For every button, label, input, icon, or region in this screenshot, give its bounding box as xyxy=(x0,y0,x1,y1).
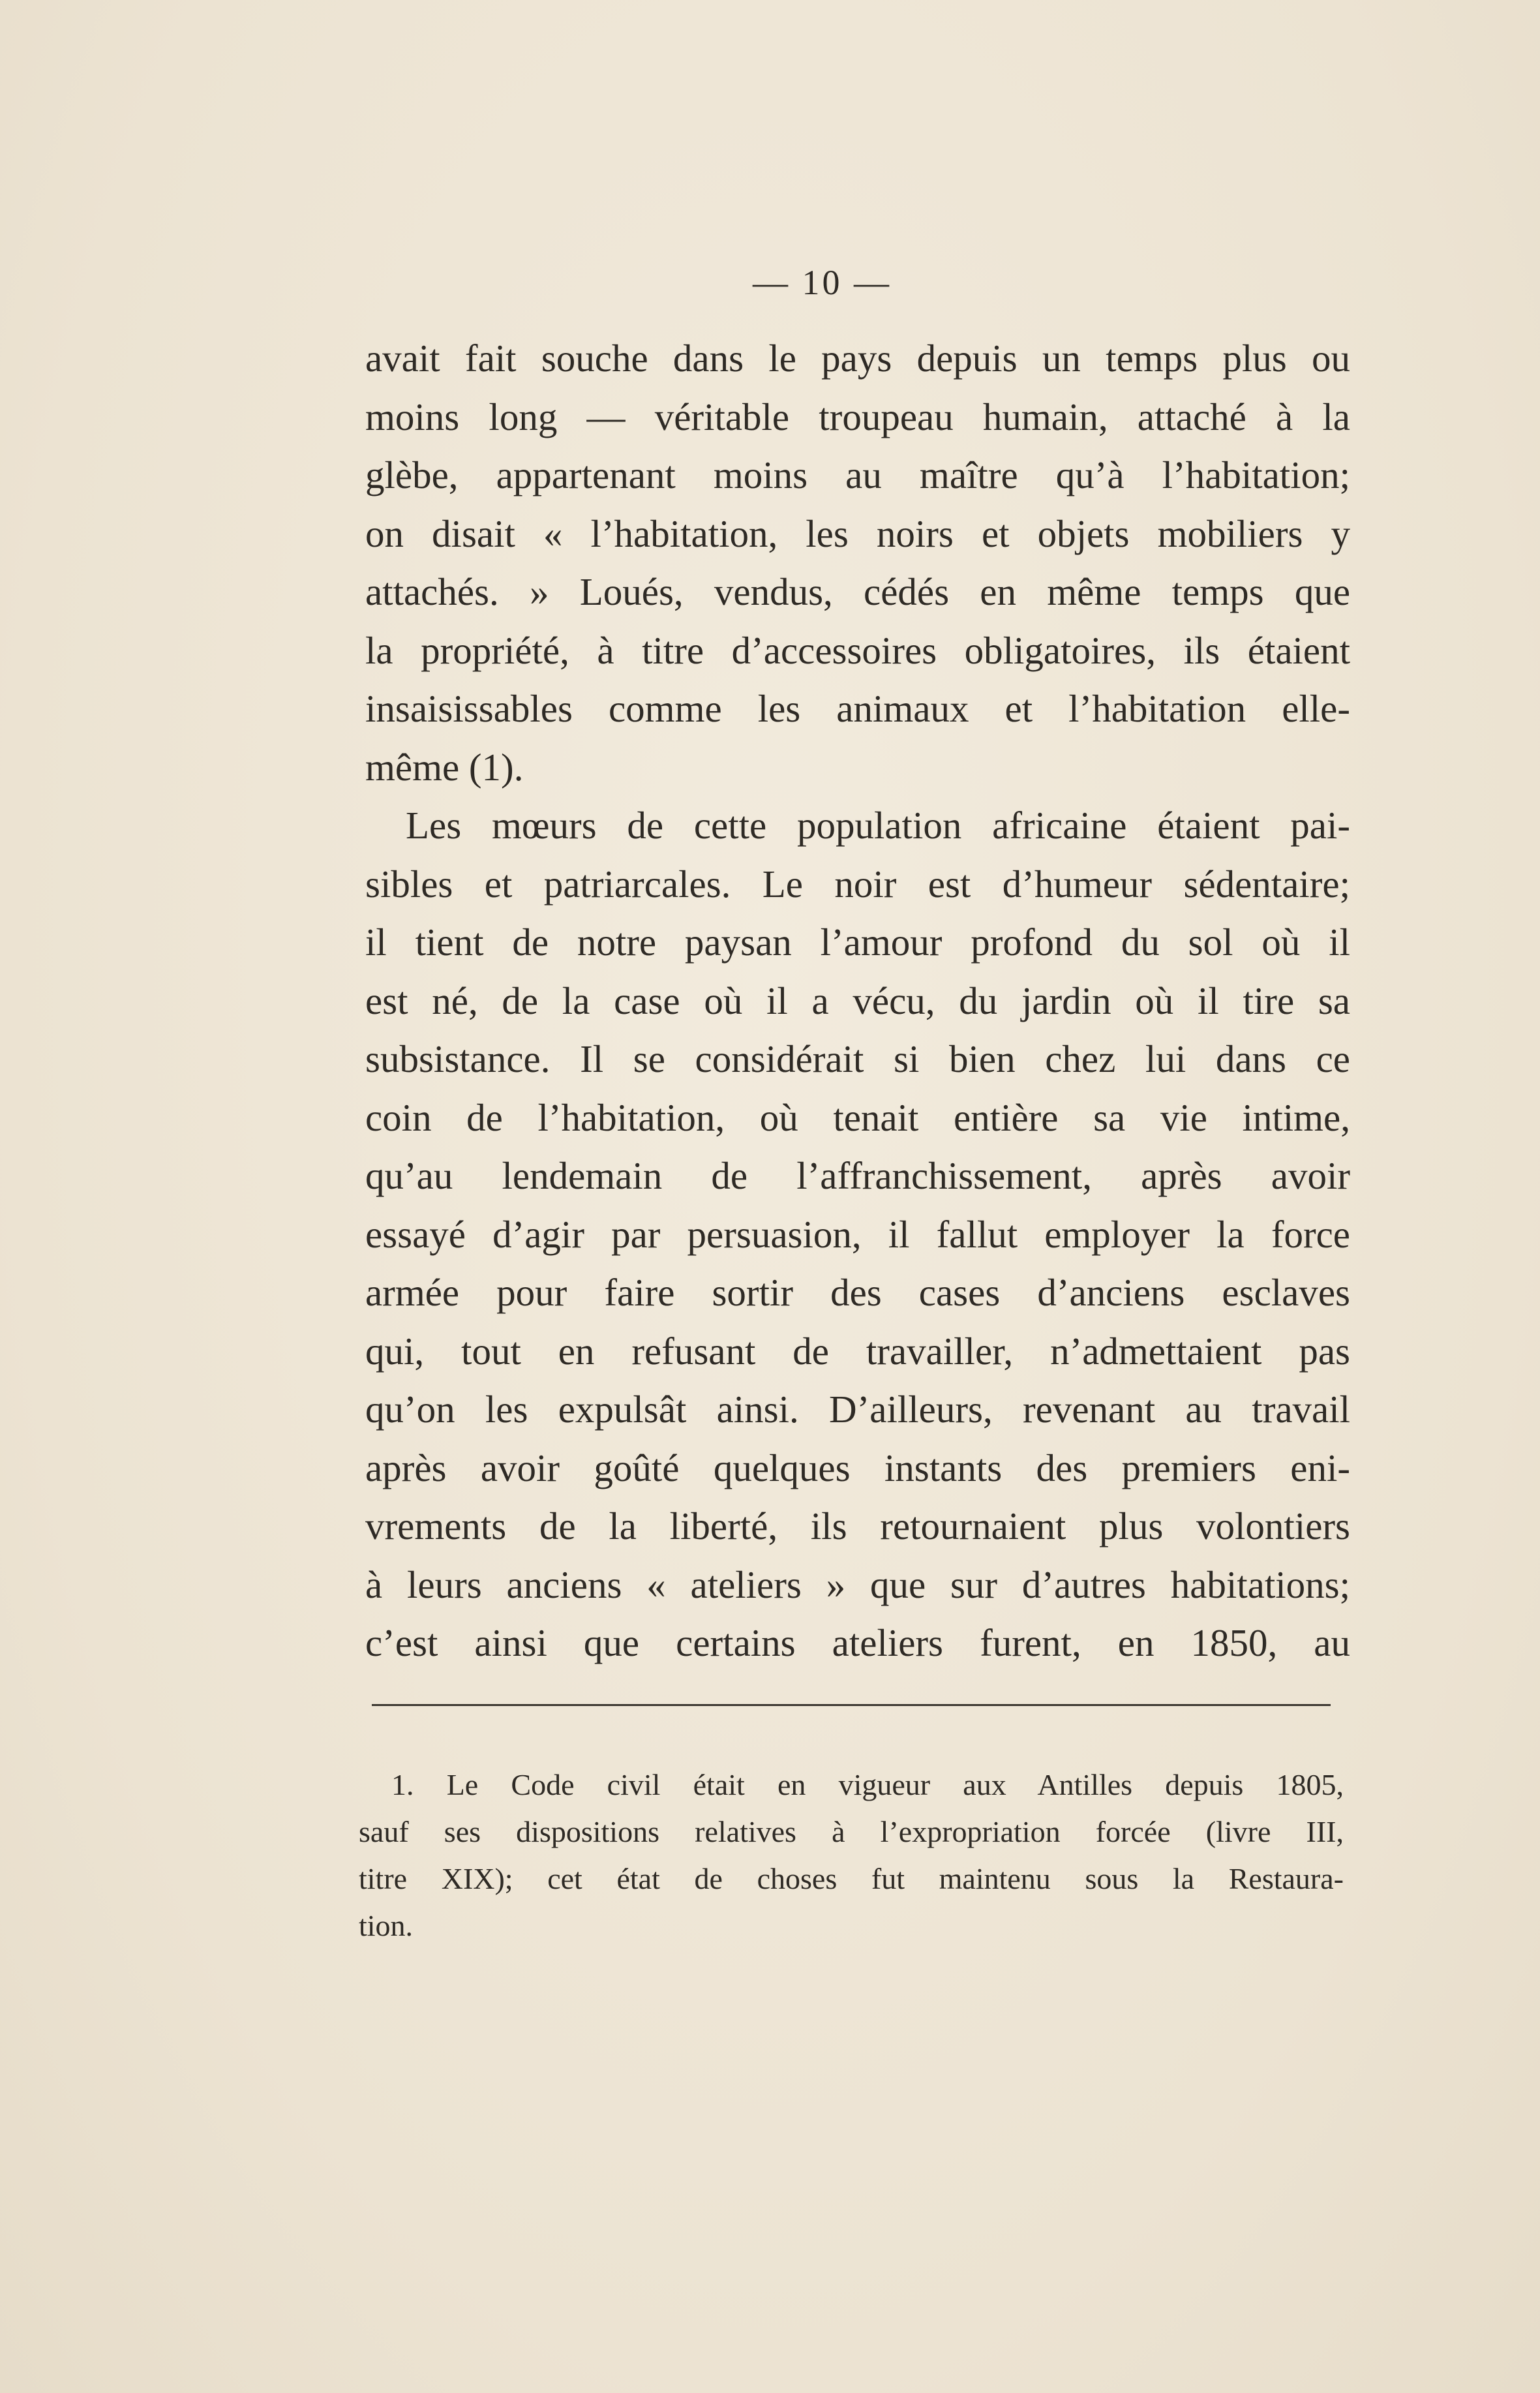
body-line: Les mœurs de cette population africaine étaient pai- xyxy=(406,804,1350,847)
body-line: sibles et patriarcales. Le noir est d’humeur sédentaire; xyxy=(365,862,1350,906)
body-line: essayé d’agir par persuasion, il fallut employer la force xyxy=(365,1212,1350,1256)
body-text xyxy=(365,329,1350,1673)
body-line: est né, de la case où il a vécu, du jardin où il tire sa xyxy=(365,979,1350,1022)
body-line: à leurs anciens « ateliers » que sur d’autres habitations; xyxy=(365,1562,1350,1606)
body-line: avait fait souche dans le pays depuis un temps plus ou xyxy=(365,337,1350,380)
body-line: armée pour faire sortir des cases d’anciens esclaves xyxy=(365,1271,1350,1314)
body-line: subsistance. Il se considérait si bien chez lui dans ce xyxy=(365,1037,1350,1080)
body-line: on disait « l’habitation, les noirs et objets mobiliers y xyxy=(365,511,1350,555)
body-line: insaisissables comme les animaux et l’habitation elle- xyxy=(365,687,1350,730)
body-line: glèbe, appartenant moins au maître qu’à l’habitation; xyxy=(365,453,1350,496)
footnote-line: tion. xyxy=(359,1909,414,1942)
body-line: vrements de la liberté, ils retournaient plus volontiers xyxy=(365,1504,1350,1547)
body-line: qu’on les expulsât ainsi. D’ailleurs, revenant au travail xyxy=(365,1388,1350,1431)
footnote-line: sauf ses dispositions relatives à l’expropriation forcée (livre III, xyxy=(359,1815,1344,1848)
body-line: qui, tout en refusant de travailler, n’admettaient pas xyxy=(365,1329,1350,1373)
footnote-line: titre XIX); cet état de choses fut maintenu sous la Restaura- xyxy=(359,1862,1344,1895)
body-line: même (1). xyxy=(365,745,524,789)
body-line: qu’au lendemain de l’affranchissement, après avoir xyxy=(365,1154,1350,1197)
page-number: — 10 — xyxy=(753,263,892,302)
body-line: c’est ainsi que certains ateliers furent, en 1850, au xyxy=(365,1621,1350,1664)
body-line: la propriété, à titre d’accessoires obligatoires, ils étaient xyxy=(365,628,1350,672)
footnote-line: 1. Le Code civil était en vigueur aux Antilles depuis 1805, xyxy=(391,1768,1344,1801)
footnote xyxy=(359,1761,1344,1949)
body-line: moins long — véritable troupeau humain, attaché à la xyxy=(365,395,1350,438)
body-line: il tient de notre paysan l’amour profond du sol où il xyxy=(365,921,1350,964)
body-line: attachés. » Loués, vendus, cédés en même temps que xyxy=(365,570,1350,613)
body-line: coin de l’habitation, où tenait entière sa vie intime, xyxy=(365,1095,1350,1139)
footnote-divider xyxy=(372,1704,1331,1706)
body-line: après avoir goûté quelques instants des premiers eni- xyxy=(365,1446,1350,1489)
